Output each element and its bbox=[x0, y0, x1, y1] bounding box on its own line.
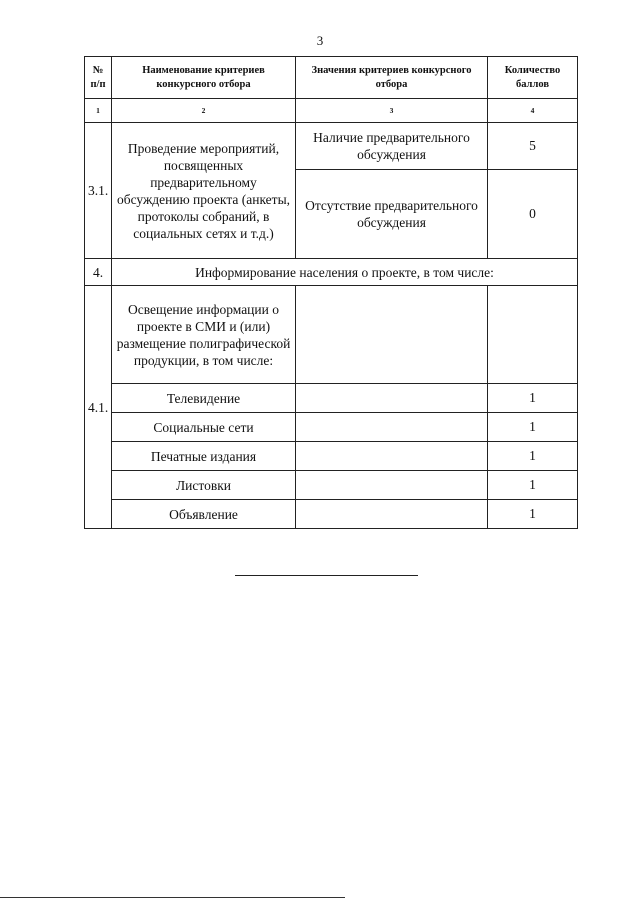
score-cell: 1 bbox=[488, 442, 578, 471]
index-cell: 4 bbox=[488, 99, 578, 123]
criteria-table bbox=[84, 56, 578, 529]
criterion-value bbox=[296, 471, 488, 500]
header-number: № п/п bbox=[85, 57, 112, 99]
criterion-name: Освещение информации о проекте в СМИ и (или) размещение полиграфической продукции, в том числе: bbox=[112, 286, 296, 384]
index-cell: 3 bbox=[296, 99, 488, 123]
index-row bbox=[85, 99, 578, 123]
criterion-item: Печатные издания bbox=[112, 442, 296, 471]
criterion-value: Отсутствие предварительного обсуждения bbox=[296, 170, 488, 259]
criterion-value: Наличие предварительного обсуждения bbox=[296, 123, 488, 170]
criterion-value bbox=[296, 442, 488, 471]
table-row bbox=[85, 286, 578, 384]
score-cell: 1 bbox=[488, 500, 578, 529]
table-row bbox=[85, 442, 578, 471]
criterion-value bbox=[296, 500, 488, 529]
table-row bbox=[85, 123, 578, 170]
header-criterion-values: Значения критериев конкурсного отбора bbox=[296, 57, 488, 99]
score-cell: 1 bbox=[488, 471, 578, 500]
criterion-item: Объявление bbox=[112, 500, 296, 529]
table-row bbox=[85, 413, 578, 442]
index-cell: 1 bbox=[85, 99, 112, 123]
empty-value-cell bbox=[296, 286, 488, 384]
table-row bbox=[85, 384, 578, 413]
table-row bbox=[85, 259, 578, 286]
table-row bbox=[85, 471, 578, 500]
section-title: Информирование населения о проекте, в том числе: bbox=[112, 259, 578, 286]
section-number: 3.1. bbox=[85, 123, 112, 259]
header-score: Количество баллов bbox=[488, 57, 578, 99]
score-cell: 1 bbox=[488, 413, 578, 442]
page-number: 3 bbox=[316, 33, 324, 48]
index-cell: 2 bbox=[112, 99, 296, 123]
criterion-value bbox=[296, 413, 488, 442]
end-separator-line bbox=[235, 575, 418, 576]
criterion-item: Социальные сети bbox=[112, 413, 296, 442]
table-row bbox=[85, 500, 578, 529]
criterion-value bbox=[296, 384, 488, 413]
criterion-item: Листовки bbox=[112, 471, 296, 500]
criterion-name: Проведение мероприятий, посвященных предварительному обсуждению проекта (анкеты, протоколы собраний, в социальных сетях и т.д.) bbox=[112, 123, 296, 259]
header-row bbox=[85, 57, 578, 99]
footer-rule bbox=[0, 897, 345, 898]
empty-score-cell bbox=[488, 286, 578, 384]
score-cell: 1 bbox=[488, 384, 578, 413]
header-criterion-name: Наименование критериев конкурсного отбора bbox=[112, 57, 296, 99]
score-cell: 5 bbox=[488, 123, 578, 170]
section-number: 4. bbox=[85, 259, 112, 286]
section-number: 4.1. bbox=[85, 286, 112, 529]
score-cell: 0 bbox=[488, 170, 578, 259]
criterion-item: Телевидение bbox=[112, 384, 296, 413]
